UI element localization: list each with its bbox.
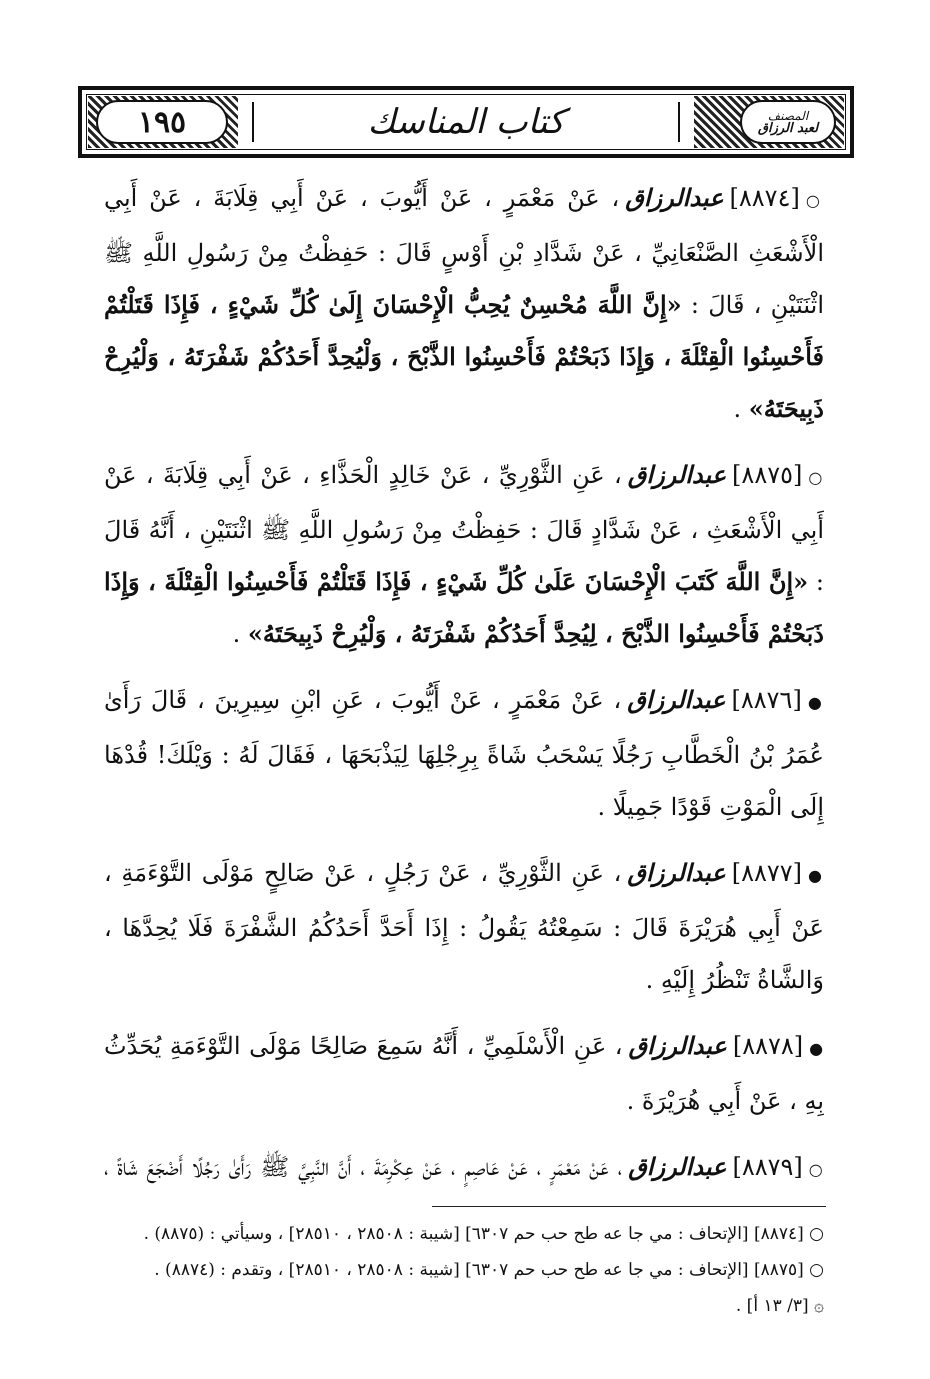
hadith-entry-8875	[104, 449, 824, 660]
entry-tail: .	[232, 620, 248, 648]
entry-marker: ●	[807, 693, 824, 712]
entry-chain: ، عَنِ الثَّوْرِيِّ ، عَنْ خَالِدٍ الْحَذَّاءِ ، عَنْ أَبِي قِلَابَةَ ، عَنْ أَبِي الْأَشْعَثِ ، عَنْ شَدَّادٍ قَالَ : حَفِظْتُ مِنْ رَسُولِ اللَّهِ ﷺ اثْنَتَيْنِ ، أَنَّهُ قَالَ :	[104, 461, 824, 596]
entry-tail: .	[733, 395, 749, 423]
footnote-line: ۞ [٣/ ١٣ أ] .	[735, 1296, 824, 1316]
entry-marker: ○	[805, 191, 824, 210]
entry-marker: ○	[808, 1160, 824, 1179]
entry-number: [٨٨٧٨]	[732, 1032, 804, 1060]
logo-line-1: المصنف	[767, 108, 809, 123]
hadith-text: «إِنَّ اللَّهَ كَتَبَ الْإِحْسَانَ عَلَىٰ كُلِّ شَيْءٍ ، فَإِذَا قَتَلْتُمْ فَأَحْسِنُوا الْقِتْلَةَ ، وَإِذَا ذَبَحْتُمْ فَأَحْسِنُوا الذَّبْحَ ، لِيُحِدَّ أَحَدُكُمْ شَفْرَتَهُ ، وَلْيُرِحْ ذَبِيحَتَهُ»	[104, 567, 824, 648]
hadith-entry-8876	[104, 674, 824, 833]
entry-number: [٨٨٧٩]	[732, 1153, 803, 1181]
entry-number: [٨٨٧٧]	[731, 859, 802, 887]
entry-number: [٨٨٧٦]	[731, 686, 802, 714]
author-name: عبدالرزاق	[627, 685, 726, 714]
author-name: عبدالرزاق	[625, 183, 724, 212]
author-name: عبدالرزاق	[628, 1152, 727, 1181]
entry-chain: ، عَنِ الْأَسْلَمِيِّ ، أَنَّهُ سَمِعَ صَالِحًا مَوْلَى التَّوْءَمَةِ يُحَدِّثُ بِهِ ، عَنْ أَبِي هُرَيْرَةَ .	[104, 1032, 824, 1115]
author-name: عبدالرزاق	[627, 460, 727, 489]
book-logo	[740, 100, 836, 144]
entry-chain: ، عَنِ الثَّوْرِيِّ ، عَنْ رَجُلٍ ، عَنْ صَالِحٍ مَوْلَى التَّوْءَمَةِ ، عَنْ أَبِي هُرَيْرَةَ قَالَ : سَمِعْتُهُ يَقُولُ : إِذَا أَحَدَّ أَحَدُكُمُ الشَّفْرَةَ فَلَا يُحِدَّهَا ، وَالشَّاةُ تَنْظُرُ إِلَيْهِ .	[104, 859, 824, 994]
author-name: عبدالرزاق	[627, 858, 726, 887]
entry-marker: ●	[808, 866, 824, 885]
hadith-text: «إِنَّ اللَّهَ مُحْسِنٌ يُحِبُّ الْإِحْسَانَ إِلَىٰ كُلِّ شَيْءٍ ، فَإِذَا قَتَلْتُمْ فَأَحْسِنُوا الْقِتْلَةَ ، وَإِذَا ذَبَحْتُمْ فَأَحْسِنُوا الذَّبْحَ ، وَلْيُحِدَّ أَحَدُكُمْ شَفْرَتَهُ ، وَلْيُرِحْ ذَبِيحَتَهُ»	[104, 290, 824, 423]
author-name: عبدالرزاق	[628, 1031, 727, 1060]
hadith-entry-8879	[104, 1141, 824, 1197]
footnote-line: ○ [٨٨٧٤] [الإتحاف : مي جا عه طح حب حم ٦٣٠٧] [شيبة : ٢٨٥٠٨ ، ٢٨٥١٠] ، وسيأتي : (٨٨٧٥) .	[143, 1224, 824, 1244]
chapter-title: كتاب المناسك	[252, 90, 680, 154]
footnote-line: ○ [٨٨٧٥] [الإتحاف : مي جا عه طح حب حم ٦٣٠٧] [شيبة : ٢٨٥٠٨ ، ٢٨٥١٠] ، وتقدم : (٨٨٧٤) .	[154, 1260, 824, 1280]
main-text	[104, 172, 824, 1197]
page-number: ١٩٥	[96, 100, 228, 144]
entry-chain: ، عَنْ مَعْمَرٍ ، عَنْ أَيُّوبَ ، عَنْ أَبِي قِلَابَةَ ، عَنْ أَبِي الْأَشْعَثِ الصَّنْعَانِيِّ ، عَنْ شَدَّادِ بْنِ أَوْسٍ قَالَ : حَفِظْتُ مِنْ رَسُولِ اللَّهِ ﷺ اثْنَتَيْنِ ، قَالَ :	[104, 184, 824, 319]
entry-chain: ، عَنْ مَعْمَرٍ ، عَنْ عَاصِمٍ ، عَنْ عِكْرِمَةَ ، أَنَّ النَّبِيَّ ﷺ رَأَىٰ رَجُلًا أَضْجَعَ شَاةً ،	[104, 1153, 623, 1181]
entry-marker: ●	[809, 1039, 824, 1058]
footnote-divider	[432, 1206, 826, 1207]
hadith-entry-8878	[104, 1020, 824, 1127]
entry-number: [٨٨٧٥]	[732, 461, 803, 489]
entry-marker: ○	[808, 468, 824, 487]
page-header	[78, 86, 854, 158]
hadith-entry-8877	[104, 847, 824, 1006]
footnotes	[104, 1216, 824, 1324]
entry-chain: ، عَنْ مَعْمَرٍ ، عَنْ أَيُّوبَ ، عَنِ ابْنِ سِيرِينَ ، قَالَ رَأَىٰ عُمَرُ بْنُ الْخَطَّابِ رَجُلًا يَسْحَبُ شَاةً بِرِجْلِهَا لِيَذْبَحَهَا ، فَقَالَ لَهُ : وَيْلَكَ! قُدْهَا إِلَى الْمَوْتِ قَوْدًا جَمِيلًا .	[104, 686, 824, 821]
entry-number: [٨٨٧٤]	[729, 184, 800, 212]
hadith-entry-8874	[104, 172, 824, 435]
logo-line-2: لعبد الرزاق	[757, 120, 819, 136]
